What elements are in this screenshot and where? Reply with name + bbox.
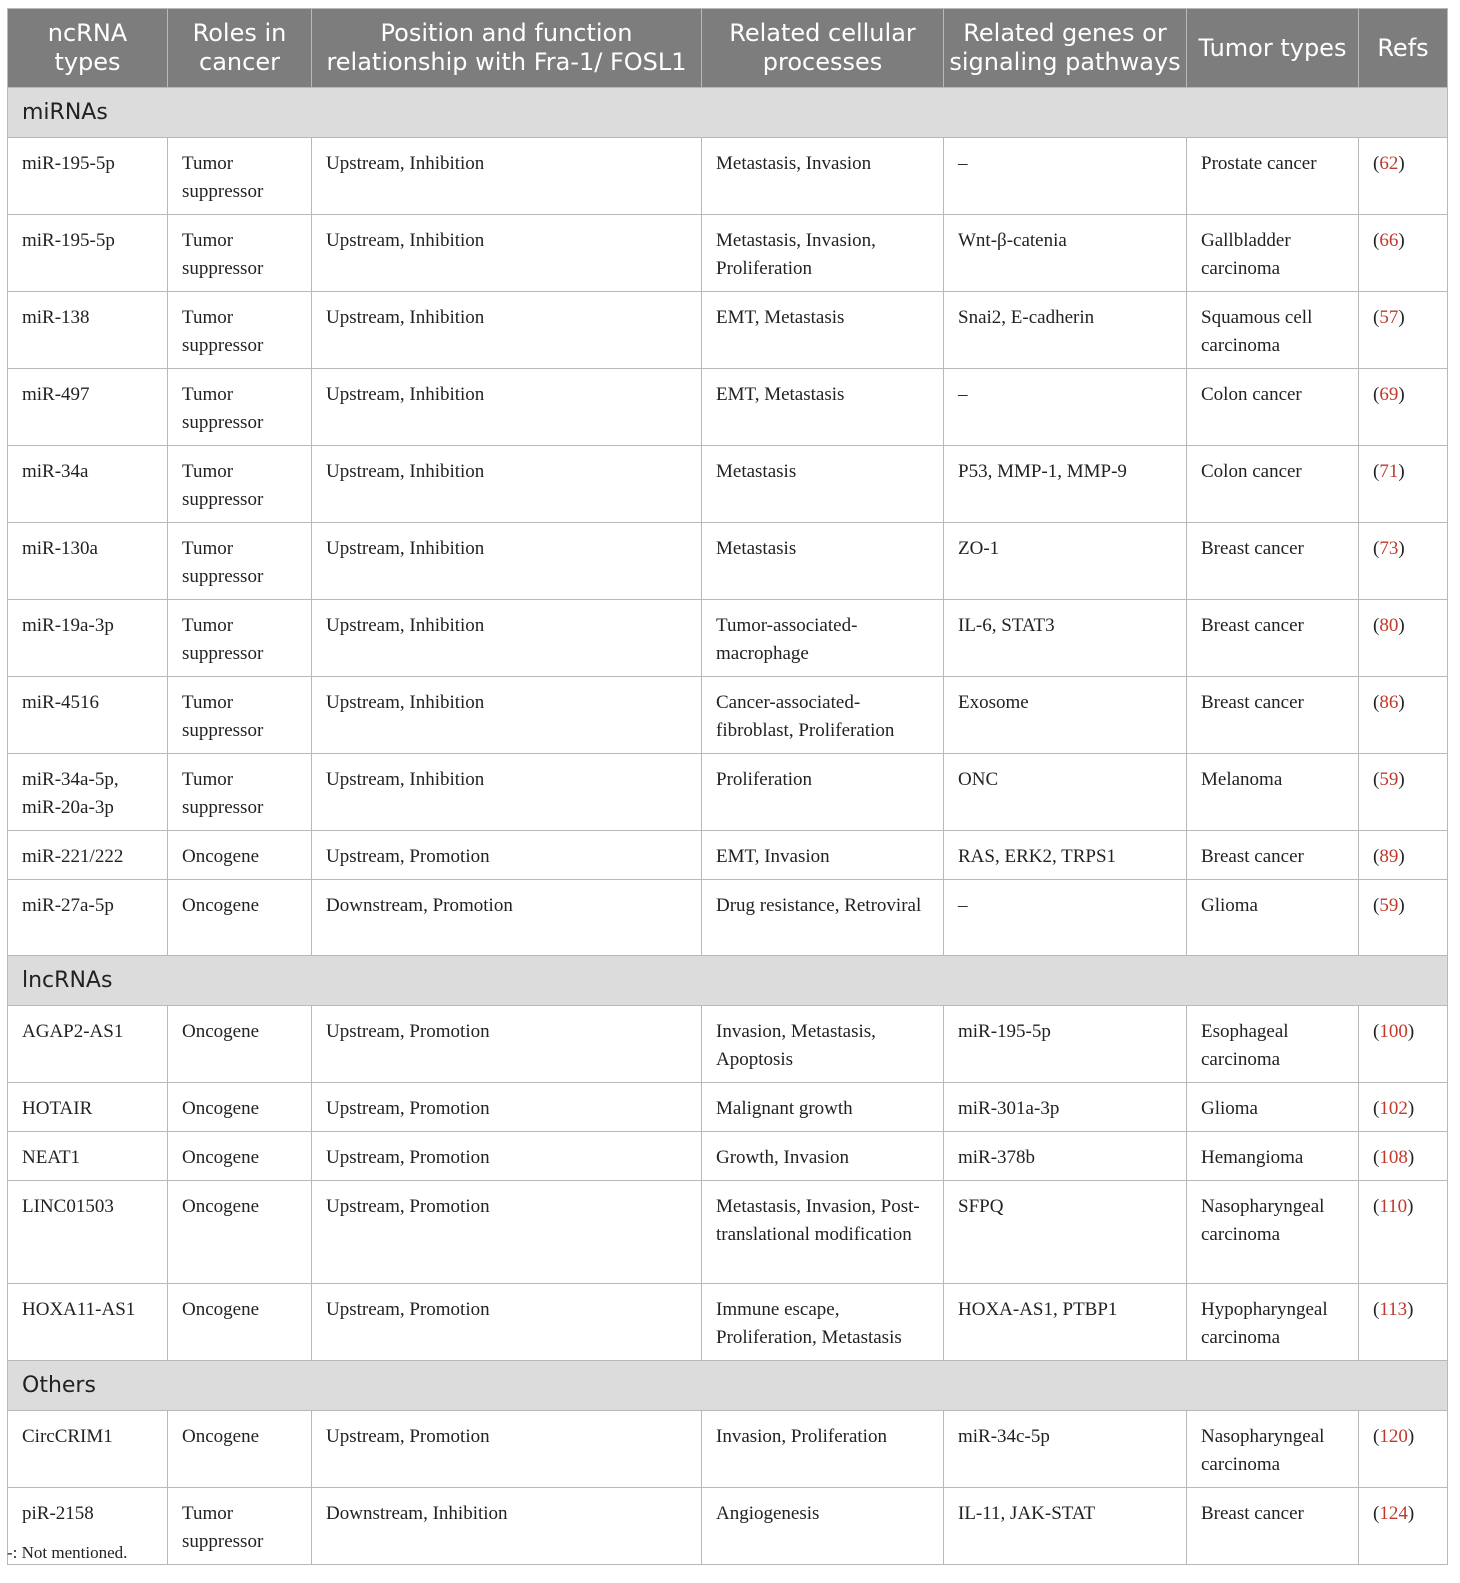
cell-position: Upstream, Inhibition [312, 138, 702, 215]
header-tumor-types: Tumor types [1187, 9, 1359, 88]
cell-processes: Angiogenesis [702, 1488, 944, 1565]
section-row [8, 956, 1448, 1006]
section-title: Others [8, 1361, 1448, 1411]
cell-processes: Invasion, Metastasis, Apoptosis [702, 1006, 944, 1083]
cell-tumor: Esophageal carcinoma [1187, 1006, 1359, 1083]
cell-ref: (59) [1359, 880, 1448, 956]
cell-ref: (71) [1359, 446, 1448, 523]
cell-genes: IL-11, JAK-STAT [944, 1488, 1187, 1565]
cell-processes: Metastasis, Invasion, Proliferation [702, 215, 944, 292]
cell-processes: Metastasis [702, 446, 944, 523]
cell-position: Upstream, Inhibition [312, 523, 702, 600]
cell-ref: (73) [1359, 523, 1448, 600]
table-row [8, 369, 1448, 446]
header-ncrna-types: ncRNA types [8, 9, 168, 88]
ref-link[interactable]: 73 [1379, 538, 1399, 559]
cell-position: Upstream, Promotion [312, 831, 702, 880]
cell-position: Upstream, Inhibition [312, 446, 702, 523]
ref-link[interactable]: 100 [1379, 1021, 1408, 1042]
table-row [8, 1006, 1448, 1083]
cell-role: Tumor suppressor [168, 523, 312, 600]
table-row [8, 292, 1448, 369]
header-cellular-processes: Related cellular processes [702, 9, 944, 88]
cell-role: Oncogene [168, 1083, 312, 1132]
table-row [8, 1488, 1448, 1565]
cell-ref: (120) [1359, 1411, 1448, 1488]
cell-ref: (124) [1359, 1488, 1448, 1565]
cell-ncrna: miR-19a-3p [8, 600, 168, 677]
cell-ref: (102) [1359, 1083, 1448, 1132]
cell-role: Tumor suppressor [168, 138, 312, 215]
cell-ref: (57) [1359, 292, 1448, 369]
cell-tumor: Colon cancer [1187, 446, 1359, 523]
cell-position: Upstream, Inhibition [312, 369, 702, 446]
table-row [8, 1132, 1448, 1181]
ref-link[interactable]: 120 [1379, 1426, 1408, 1447]
cell-genes: miR-378b [944, 1132, 1187, 1181]
cell-tumor: Squamous cell carcinoma [1187, 292, 1359, 369]
header-genes-pathways: Related genes or signaling pathways [944, 9, 1187, 88]
cell-ncrna: miR-34a [8, 446, 168, 523]
header-position-function: Position and function relationship with Fra-1/ FOSL1 [312, 9, 702, 88]
cell-processes: Immune escape, Proliferation, Metastasis [702, 1284, 944, 1361]
ref-link[interactable]: 102 [1379, 1098, 1408, 1119]
cell-tumor: Nasopharyngeal carcinoma [1187, 1411, 1359, 1488]
cell-ncrna: LINC01503 [8, 1181, 168, 1284]
cell-processes: Drug resistance, Retroviral [702, 880, 944, 956]
cell-ref: (59) [1359, 754, 1448, 831]
cell-role: Oncogene [168, 1411, 312, 1488]
cell-processes: EMT, Metastasis [702, 369, 944, 446]
cell-ncrna: miR-4516 [8, 677, 168, 754]
header-refs: Refs [1359, 9, 1448, 88]
table-row [8, 1411, 1448, 1488]
cell-processes: Proliferation [702, 754, 944, 831]
cell-tumor: Hypopharyngeal carcinoma [1187, 1284, 1359, 1361]
cell-ref: (66) [1359, 215, 1448, 292]
cell-genes: IL-6, STAT3 [944, 600, 1187, 677]
cell-position: Upstream, Inhibition [312, 215, 702, 292]
cell-genes: ONC [944, 754, 1187, 831]
table-row [8, 754, 1448, 831]
cell-ncrna: miR-130a [8, 523, 168, 600]
cell-role: Oncogene [168, 1284, 312, 1361]
cell-ncrna: miR-195-5p [8, 138, 168, 215]
cell-processes: Tumor-associated-macrophage [702, 600, 944, 677]
section-row [8, 88, 1448, 138]
cell-ncrna: piR-2158 [8, 1488, 168, 1565]
cell-genes: HOXA-AS1, PTBP1 [944, 1284, 1187, 1361]
cell-tumor: Breast cancer [1187, 600, 1359, 677]
cell-ncrna: miR-221/222 [8, 831, 168, 880]
table-row [8, 138, 1448, 215]
cell-processes: Metastasis [702, 523, 944, 600]
cell-tumor: Prostate cancer [1187, 138, 1359, 215]
cell-position: Upstream, Promotion [312, 1132, 702, 1181]
table-row [8, 880, 1448, 956]
cell-ncrna: CircCRIM1 [8, 1411, 168, 1488]
cell-ncrna: AGAP2-AS1 [8, 1006, 168, 1083]
table-row [8, 677, 1448, 754]
cell-processes: Cancer-associated-fibroblast, Proliferation [702, 677, 944, 754]
cell-position: Upstream, Promotion [312, 1083, 702, 1132]
cell-position: Downstream, Inhibition [312, 1488, 702, 1565]
cell-processes: Growth, Invasion [702, 1132, 944, 1181]
cell-genes: miR-195-5p [944, 1006, 1187, 1083]
cell-position: Upstream, Inhibition [312, 754, 702, 831]
cell-ncrna: NEAT1 [8, 1132, 168, 1181]
cell-role: Oncogene [168, 1132, 312, 1181]
cell-ncrna: miR-497 [8, 369, 168, 446]
ref-link[interactable]: 80 [1379, 615, 1399, 636]
cell-genes: miR-34c-5p [944, 1411, 1187, 1488]
ref-link[interactable]: 59 [1379, 769, 1399, 790]
cell-ncrna: miR-195-5p [8, 215, 168, 292]
cell-processes: Metastasis, Invasion, Post-translational modification [702, 1181, 944, 1284]
cell-position: Upstream, Promotion [312, 1181, 702, 1284]
cell-role: Tumor suppressor [168, 677, 312, 754]
table-row [8, 1083, 1448, 1132]
cell-genes: Snai2, E-cadherin [944, 292, 1187, 369]
header-roles-in-cancer: Roles in cancer [168, 9, 312, 88]
section-title: lncRNAs [8, 956, 1448, 1006]
cell-role: Oncogene [168, 1006, 312, 1083]
cell-role: Oncogene [168, 831, 312, 880]
cell-genes: ZO-1 [944, 523, 1187, 600]
cell-tumor: Colon cancer [1187, 369, 1359, 446]
cell-role: Tumor suppressor [168, 1488, 312, 1565]
cell-position: Upstream, Inhibition [312, 600, 702, 677]
table-row [8, 1181, 1448, 1284]
table-row [8, 523, 1448, 600]
cell-tumor: Hemangioma [1187, 1132, 1359, 1181]
cell-genes: SFPQ [944, 1181, 1187, 1284]
table-row [8, 831, 1448, 880]
cell-role: Tumor suppressor [168, 754, 312, 831]
cell-tumor: Breast cancer [1187, 523, 1359, 600]
cell-ncrna: miR-138 [8, 292, 168, 369]
cell-tumor: Breast cancer [1187, 677, 1359, 754]
cell-tumor: Breast cancer [1187, 831, 1359, 880]
table-row [8, 1284, 1448, 1361]
table-row [8, 600, 1448, 677]
cell-ncrna: miR-27a-5p [8, 880, 168, 956]
cell-tumor: Glioma [1187, 1083, 1359, 1132]
cell-ncrna: miR-34a-5p, miR-20a-3p [8, 754, 168, 831]
ref-link[interactable]: 66 [1379, 230, 1399, 251]
cell-genes: – [944, 880, 1187, 956]
cell-role: Oncogene [168, 1181, 312, 1284]
cell-ncrna: HOTAIR [8, 1083, 168, 1132]
cell-ref: (69) [1359, 369, 1448, 446]
cell-position: Upstream, Promotion [312, 1411, 702, 1488]
cell-genes: RAS, ERK2, TRPS1 [944, 831, 1187, 880]
cell-position: Upstream, Promotion [312, 1284, 702, 1361]
cell-processes: EMT, Metastasis [702, 292, 944, 369]
ref-link[interactable]: 108 [1379, 1147, 1408, 1168]
ref-link[interactable]: 59 [1379, 895, 1399, 916]
cell-genes: – [944, 369, 1187, 446]
ref-link[interactable]: 124 [1379, 1503, 1408, 1524]
ref-link[interactable]: 71 [1379, 461, 1399, 482]
cell-processes: EMT, Invasion [702, 831, 944, 880]
cell-role: Tumor suppressor [168, 215, 312, 292]
cell-position: Upstream, Promotion [312, 1006, 702, 1083]
cell-position: Downstream, Promotion [312, 880, 702, 956]
cell-tumor: Gallbladder carcinoma [1187, 215, 1359, 292]
cell-tumor: Breast cancer [1187, 1488, 1359, 1565]
cell-genes: – [944, 138, 1187, 215]
cell-genes: Wnt-β-catenia [944, 215, 1187, 292]
cell-processes: Invasion, Proliferation [702, 1411, 944, 1488]
cell-role: Tumor suppressor [168, 369, 312, 446]
cell-ref: (89) [1359, 831, 1448, 880]
cell-processes: Metastasis, Invasion [702, 138, 944, 215]
cell-ncrna: HOXA11-AS1 [8, 1284, 168, 1361]
cell-genes: miR-301a-3p [944, 1083, 1187, 1132]
section-title: miRNAs [8, 88, 1448, 138]
ref-link[interactable]: 69 [1379, 384, 1399, 405]
cell-role: Tumor suppressor [168, 600, 312, 677]
ref-link[interactable]: 110 [1379, 1196, 1408, 1217]
cell-tumor: Nasopharyngeal carcinoma [1187, 1181, 1359, 1284]
cell-role: Oncogene [168, 880, 312, 956]
ref-link[interactable]: 57 [1379, 307, 1399, 328]
table-footnote: -: Not mentioned. [7, 1543, 128, 1562]
ref-link[interactable]: 113 [1379, 1299, 1408, 1320]
cell-tumor: Melanoma [1187, 754, 1359, 831]
cell-processes: Malignant growth [702, 1083, 944, 1132]
ref-link[interactable]: 86 [1379, 692, 1399, 713]
table-header-row [8, 9, 1448, 88]
cell-ref: (80) [1359, 600, 1448, 677]
section-row [8, 1361, 1448, 1411]
ncrna-fra1-table [7, 8, 1448, 1565]
ref-link[interactable]: 62 [1379, 153, 1399, 174]
ref-link[interactable]: 89 [1379, 846, 1399, 867]
cell-genes: Exosome [944, 677, 1187, 754]
cell-ref: (86) [1359, 677, 1448, 754]
cell-ref: (108) [1359, 1132, 1448, 1181]
table-row [8, 446, 1448, 523]
cell-role: Tumor suppressor [168, 292, 312, 369]
cell-ref: (62) [1359, 138, 1448, 215]
cell-position: Upstream, Inhibition [312, 677, 702, 754]
cell-tumor: Glioma [1187, 880, 1359, 956]
cell-ref: (110) [1359, 1181, 1448, 1284]
cell-ref: (100) [1359, 1006, 1448, 1083]
cell-role: Tumor suppressor [168, 446, 312, 523]
cell-position: Upstream, Inhibition [312, 292, 702, 369]
cell-ref: (113) [1359, 1284, 1448, 1361]
cell-genes: P53, MMP-1, MMP-9 [944, 446, 1187, 523]
table-row [8, 215, 1448, 292]
table-body [8, 88, 1448, 1565]
